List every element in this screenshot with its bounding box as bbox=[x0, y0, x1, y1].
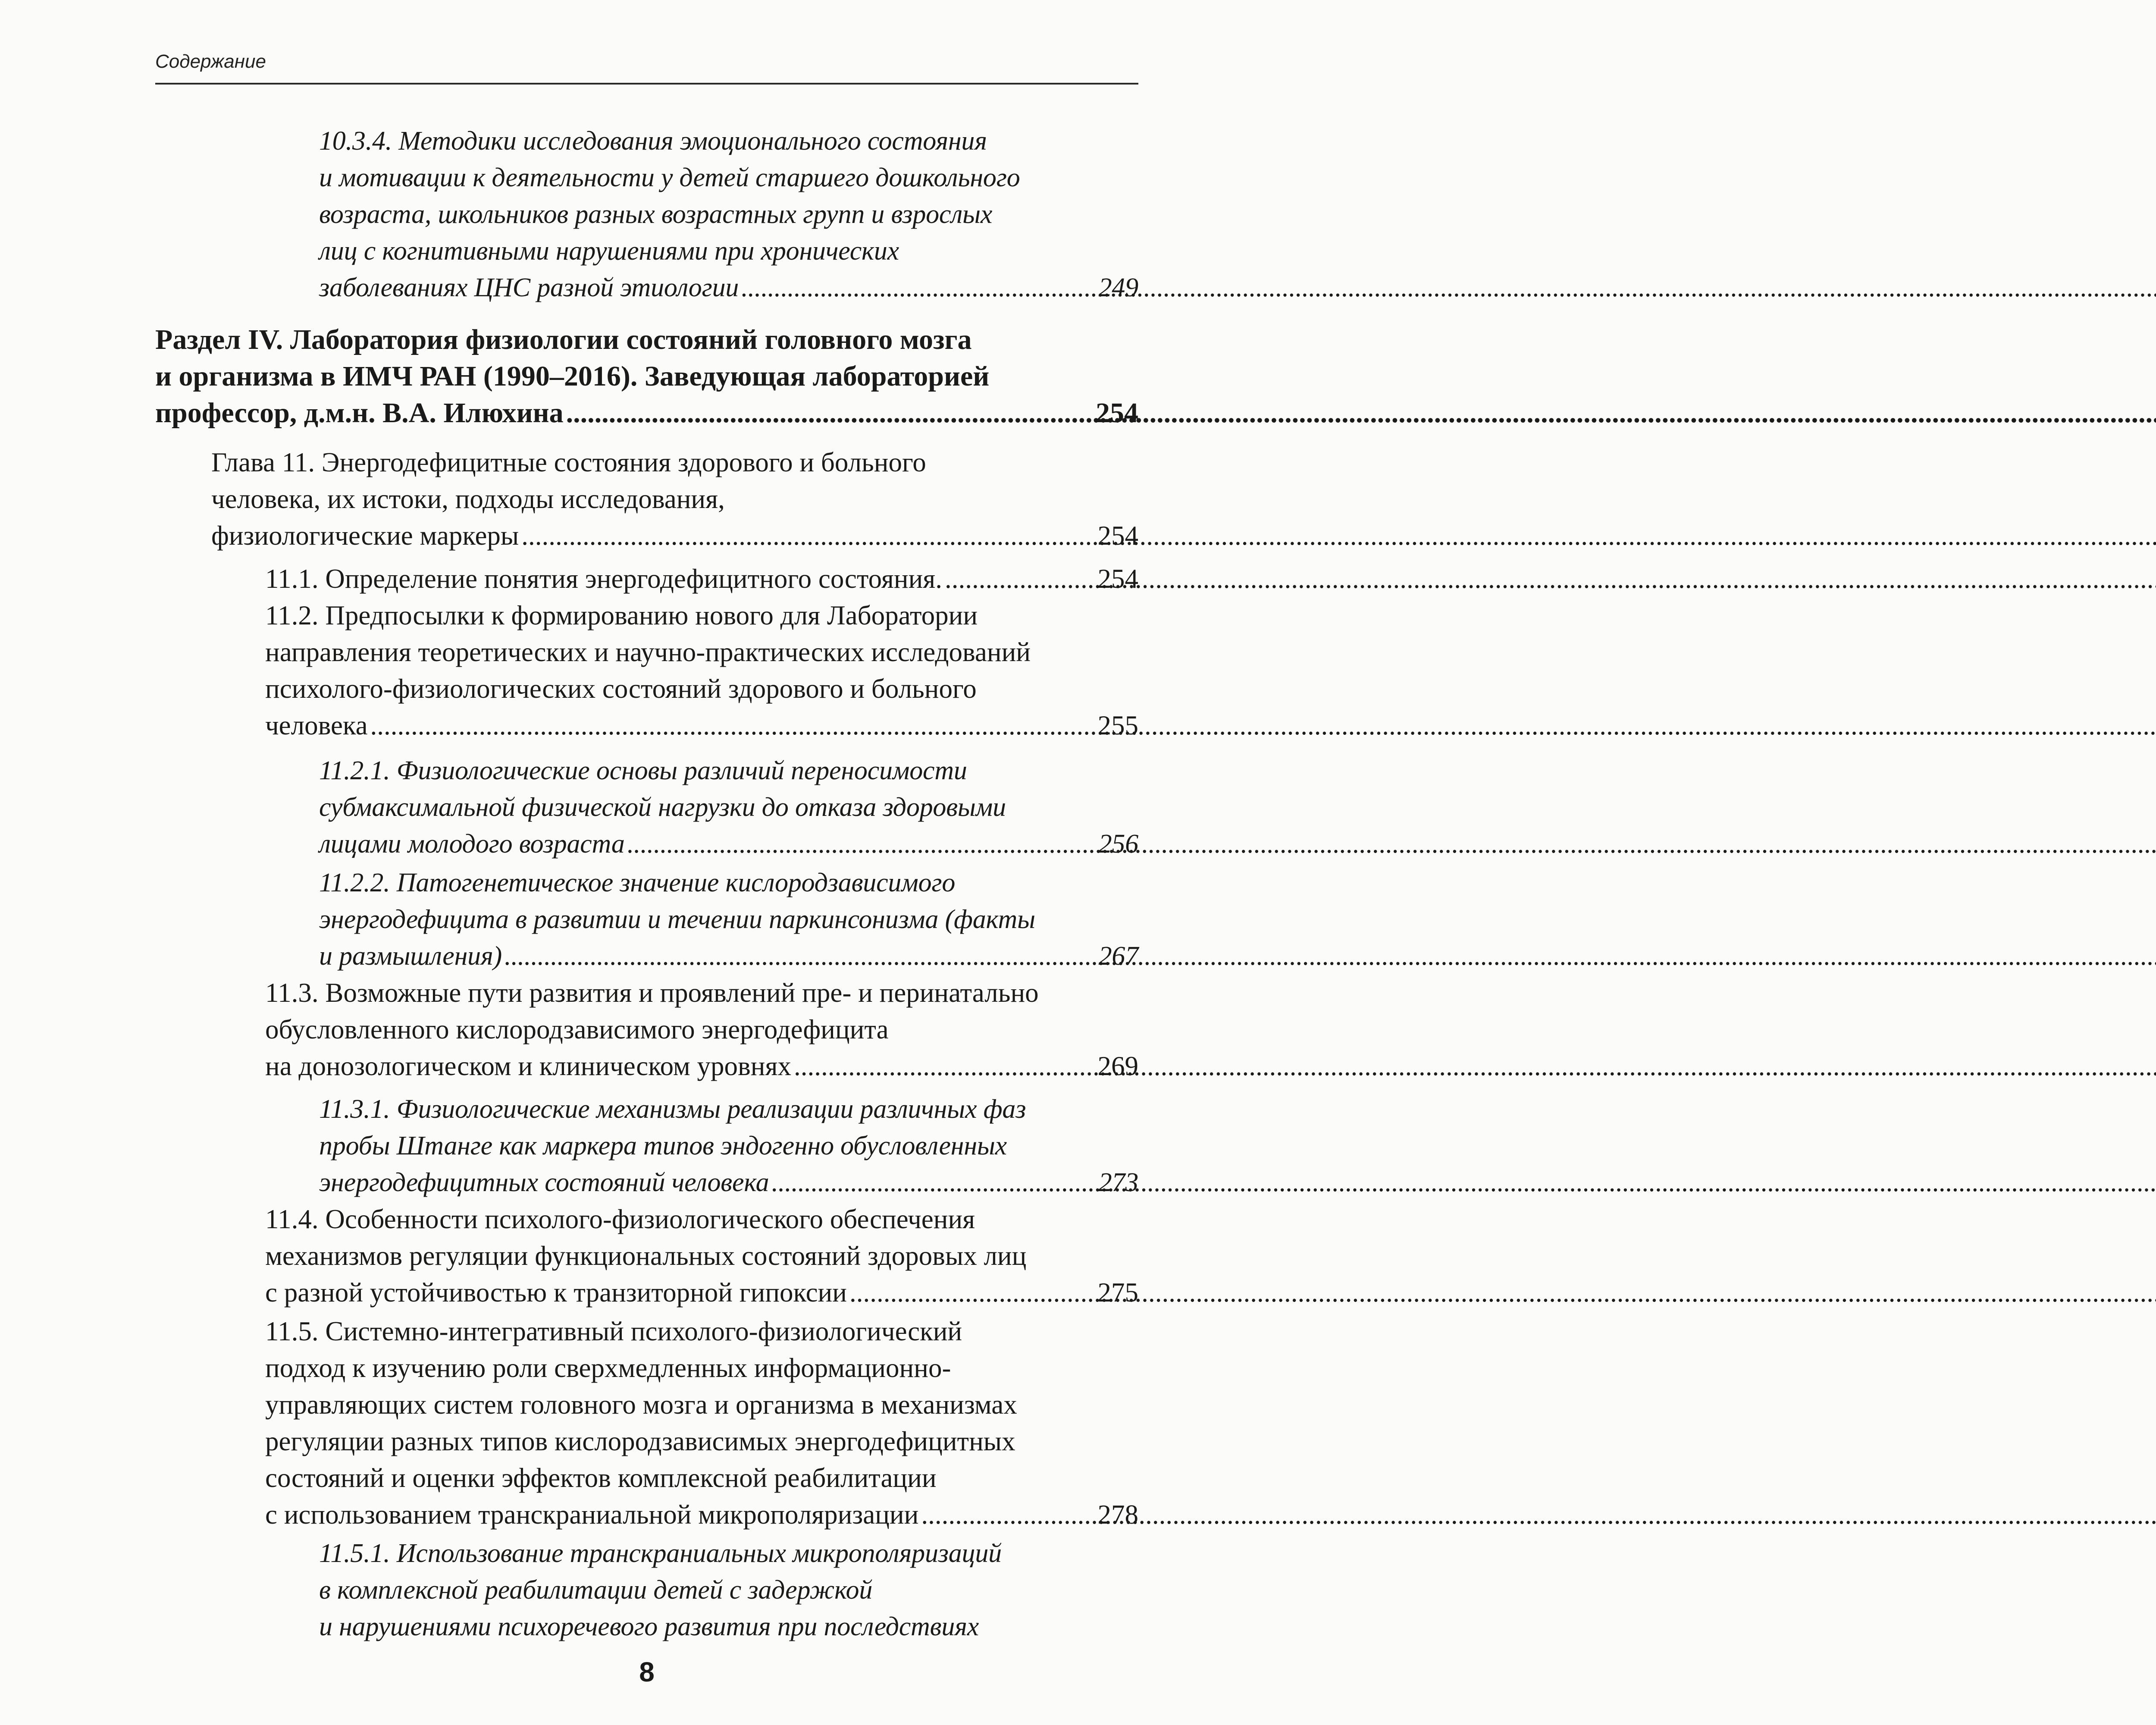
toc-entry-11-3-1 bbox=[319, 1091, 1138, 1201]
toc-line: субмаксимальной физической нагрузки до отказа здоровыми bbox=[319, 793, 1006, 822]
toc-entry-11-2-2 bbox=[319, 865, 1138, 975]
dot-leader bbox=[794, 1048, 1095, 1085]
toc-page-number: 278 bbox=[1097, 1499, 1138, 1530]
toc-line: и организма в ИМЧ РАН (1990–2016). Заведующая лабораторией bbox=[155, 361, 990, 392]
toc-page-number: 269 bbox=[1097, 1051, 1138, 1081]
dot-leader bbox=[505, 938, 1096, 975]
toc-line: обусловленного кислородзависимого энергодефицита bbox=[265, 1014, 889, 1044]
toc-entry-11-2 bbox=[265, 597, 1138, 744]
toc-line bbox=[211, 518, 1138, 554]
toc-entry-text: лицами молодого возраста bbox=[319, 829, 625, 859]
toc-line: 10.3.4. Методики исследования эмоционального состояния bbox=[319, 126, 987, 156]
toc-line: энергодефицита в развитии и течении паркинсонизма (факты bbox=[319, 905, 1035, 934]
running-head: Содержание bbox=[155, 51, 266, 72]
toc-line: Раздел IV. Лаборатория физиологии состояний головного мозга bbox=[155, 324, 972, 355]
dot-leader bbox=[741, 270, 1096, 306]
toc-page-number: 256 bbox=[1098, 829, 1138, 859]
toc-entry-text: энергодефицитных состояний человека bbox=[319, 1168, 769, 1197]
toc-line: 11.4. Особенности психолого-физиологического обеспечения bbox=[265, 1204, 975, 1234]
toc-entry-11-2-1 bbox=[319, 753, 1138, 862]
toc-line: 11.2. Предпосылки к формированию нового для Лаборатории bbox=[265, 600, 978, 630]
toc-line: психолого-физиологических состояний здорового и больного bbox=[265, 674, 977, 704]
dot-leader bbox=[849, 1274, 1095, 1311]
toc-line bbox=[265, 561, 1138, 597]
toc-entry-11-3 bbox=[265, 975, 1138, 1085]
toc-line bbox=[265, 1496, 1138, 1533]
toc-entry-section-4 bbox=[155, 321, 1138, 431]
toc-page-number: 255 bbox=[1097, 710, 1138, 740]
toc-line: пробы Штанге как маркера типов эндогенно обусловленных bbox=[319, 1131, 1007, 1160]
toc-page-number: 275 bbox=[1097, 1277, 1138, 1308]
toc-line: 11.2.2. Патогенетическое значение кислородзависимого bbox=[319, 868, 956, 897]
toc-line bbox=[319, 1164, 1138, 1201]
toc-page-number: 273 bbox=[1098, 1168, 1138, 1197]
toc-entry-text: человека bbox=[265, 710, 368, 740]
toc-entry-10-3-4 bbox=[319, 123, 1138, 306]
toc-page-number: 254 bbox=[1096, 397, 1138, 429]
toc-line: человека, их истоки, подходы исследования, bbox=[211, 484, 725, 514]
toc-entry-text: и размышления) bbox=[319, 941, 502, 971]
toc-line: 11.5.1. Использование транскраниальных микрополяризаций bbox=[319, 1539, 1002, 1568]
toc-line: управляющих систем головного мозга и организма в механизмах bbox=[265, 1389, 1017, 1420]
toc-line bbox=[265, 707, 1138, 744]
toc-entry-text: профессор, д.м.н. В.А. Илюхина bbox=[155, 397, 564, 429]
toc-entry-text: с разной устойчивостью к транзиторной гипоксии bbox=[265, 1277, 847, 1308]
toc-line bbox=[265, 1048, 1138, 1085]
toc-line: и нарушениями психоречевого развития при последствиях bbox=[319, 1612, 979, 1641]
toc-page-number: 249 bbox=[1098, 273, 1138, 302]
toc-line: состояний и оценки эффектов комплексной реабилитации bbox=[265, 1463, 937, 1493]
toc-entry-chapter-11 bbox=[211, 444, 1138, 554]
toc-line: 11.2.1. Физиологические основы различий переносимости bbox=[319, 756, 967, 785]
dot-leader bbox=[370, 707, 1095, 744]
dot-leader bbox=[521, 518, 1095, 554]
toc-line bbox=[319, 826, 1138, 862]
toc-entry-text: физиологические маркеры bbox=[211, 521, 519, 551]
toc-entry-text: 11.1. Определение понятия энергодефицитного состояния. bbox=[265, 564, 943, 594]
toc-entry-11-5 bbox=[265, 1313, 1138, 1533]
toc-line bbox=[265, 1274, 1138, 1311]
toc-line: направления теоретических и научно-практических исследований bbox=[265, 637, 1031, 667]
toc-entry-11-1 bbox=[265, 561, 1138, 597]
toc-page-number: 254 bbox=[1097, 521, 1138, 551]
toc-page-number: 267 bbox=[1098, 941, 1138, 971]
toc-line: Глава 11. Энергодефицитные состояния здорового и больного bbox=[211, 447, 926, 477]
toc-line: возраста, школьников разных возрастных групп и взрослых bbox=[319, 200, 993, 229]
dot-leader bbox=[771, 1164, 1096, 1201]
toc-line: подход к изучению роли сверхмедленных информационно- bbox=[265, 1353, 951, 1383]
toc-line: 11.3. Возможные пути развития и проявлений пре- и перинатально bbox=[265, 978, 1039, 1008]
toc-line bbox=[319, 938, 1138, 975]
toc-entry-text: с использованием транскраниальной микрополяризации bbox=[265, 1499, 919, 1530]
toc-page-number: 254 bbox=[1097, 564, 1138, 594]
toc-entry-text: на донозологическом и клиническом уровнях bbox=[265, 1051, 791, 1081]
toc-line: механизмов регуляции функциональных состояний здоровых лиц bbox=[265, 1241, 1027, 1271]
toc-line bbox=[155, 395, 1138, 431]
toc-line: 11.5. Системно-интегративный психолого-физиологический bbox=[265, 1316, 962, 1346]
dot-leader bbox=[627, 826, 1096, 862]
dot-leader bbox=[566, 395, 1093, 431]
toc-entry-11-4 bbox=[265, 1201, 1138, 1311]
toc-line: лиц с когнитивными нарушениями при хронических bbox=[319, 236, 899, 266]
toc-line: регуляции разных типов кислородзависимых энергодефицитных bbox=[265, 1426, 1015, 1456]
page-number: 8 bbox=[639, 1656, 655, 1687]
toc-line bbox=[319, 270, 1138, 306]
toc-line: в комплексной реабилитации детей с задержкой bbox=[319, 1575, 873, 1605]
toc-entry-11-5-1 bbox=[319, 1535, 1138, 1645]
dot-leader bbox=[945, 561, 1095, 597]
toc-line: 11.3.1. Физиологические механизмы реализации различных фаз bbox=[319, 1095, 1026, 1124]
dot-leader bbox=[921, 1496, 1095, 1533]
toc-entry-text: заболеваниях ЦНС разной этиологии bbox=[319, 273, 739, 302]
toc-line: и мотивации к деятельности у детей старшего дошкольного bbox=[319, 163, 1020, 192]
